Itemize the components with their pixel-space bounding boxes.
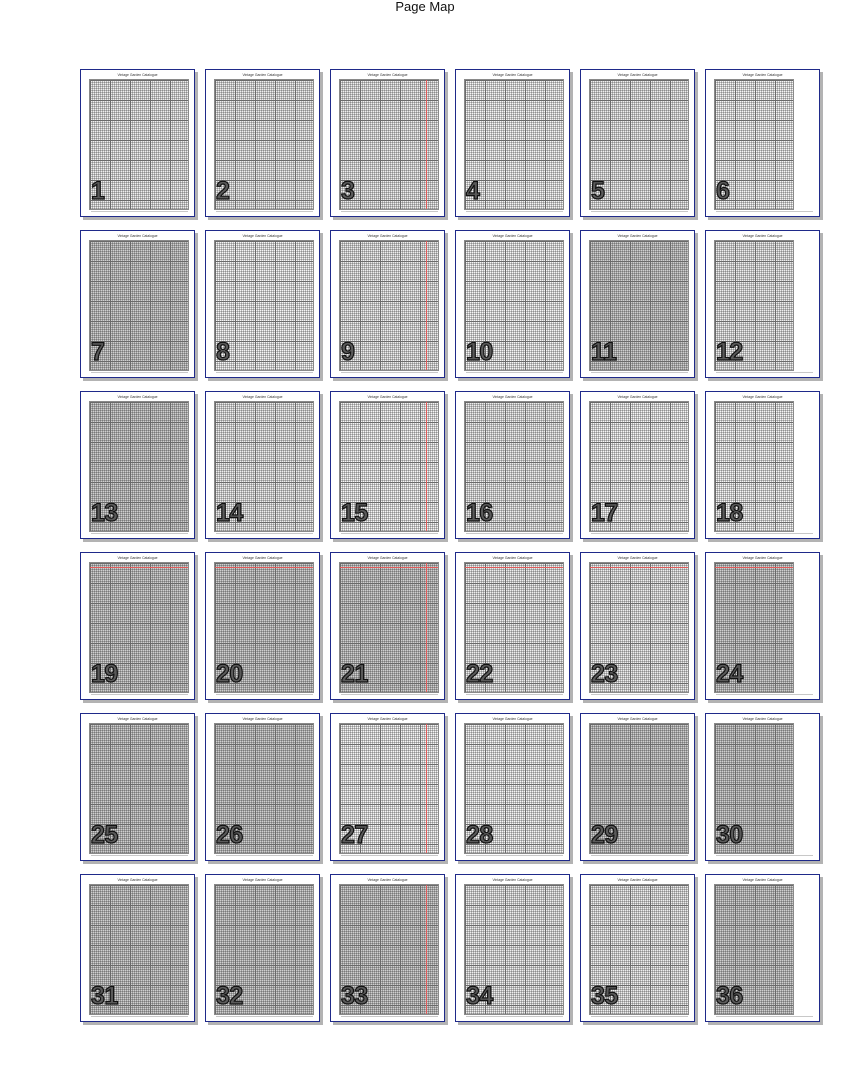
page-number-label: 17 <box>591 499 618 527</box>
thumbnail-footer <box>216 1016 313 1019</box>
thumbnail-footer <box>216 855 313 858</box>
thumbnail-header: Vintage Garden Catalogue <box>492 234 533 238</box>
page-number-label: 16 <box>466 499 493 527</box>
page-number-label: 31 <box>91 982 118 1010</box>
page-thumbnail[interactable] <box>80 874 195 1022</box>
page-number-label: 13 <box>91 499 118 527</box>
thumbnail-header: Vintage Garden Catalogue <box>117 717 158 721</box>
page-number-label: 3 <box>341 177 355 205</box>
thumbnail-header: Vintage Garden Catalogue <box>617 73 658 77</box>
page-number-label: 29 <box>591 821 618 849</box>
page-number-label: 36 <box>716 982 743 1010</box>
vertical-guide-line <box>426 241 427 370</box>
thumbnail-header: Vintage Garden Catalogue <box>242 717 283 721</box>
thumbnail-footer <box>341 211 438 214</box>
thumbnail-header: Vintage Garden Catalogue <box>617 556 658 560</box>
thumbnail-footer <box>91 1016 188 1019</box>
page-number-label: 2 <box>216 177 230 205</box>
page-thumbnail[interactable] <box>80 230 195 378</box>
page-thumbnail[interactable] <box>455 874 570 1022</box>
page-number-label: 10 <box>466 338 493 366</box>
thumbnail-footer <box>91 211 188 214</box>
thumbnail-footer <box>716 1016 813 1019</box>
page-number-label: 15 <box>341 499 368 527</box>
page-number-label: 30 <box>716 821 743 849</box>
thumbnail-header: Vintage Garden Catalogue <box>242 878 283 882</box>
page-thumbnail[interactable] <box>80 552 195 700</box>
thumbnail-footer <box>91 694 188 697</box>
page-number-label: 8 <box>216 338 230 366</box>
page-thumbnail[interactable] <box>705 230 820 378</box>
page-thumbnail[interactable] <box>330 391 445 539</box>
thumbnail-header: Vintage Garden Catalogue <box>117 395 158 399</box>
thumbnail-header: Vintage Garden Catalogue <box>117 556 158 560</box>
page-number-label: 26 <box>216 821 243 849</box>
thumbnail-footer <box>216 694 313 697</box>
page-thumbnail[interactable] <box>455 391 570 539</box>
vertical-guide-line <box>426 563 427 692</box>
thumbnail-footer <box>466 1016 563 1019</box>
thumbnail-footer <box>341 372 438 375</box>
page-thumbnail[interactable] <box>705 69 820 217</box>
thumbnail-footer <box>341 533 438 536</box>
page-thumbnail[interactable] <box>705 391 820 539</box>
page-thumbnail[interactable] <box>330 230 445 378</box>
thumbnail-header: Vintage Garden Catalogue <box>742 73 783 77</box>
page-thumbnail[interactable] <box>705 874 820 1022</box>
page-number-label: 33 <box>341 982 368 1010</box>
thumbnail-footer <box>591 1016 688 1019</box>
thumbnail-footer <box>216 533 313 536</box>
thumbnail-header: Vintage Garden Catalogue <box>367 556 408 560</box>
page-thumbnail[interactable] <box>205 552 320 700</box>
thumbnail-footer <box>466 533 563 536</box>
page-number-label: 22 <box>466 660 493 688</box>
page-number-label: 28 <box>466 821 493 849</box>
horizontal-guide-line <box>465 567 563 568</box>
thumbnail-header: Vintage Garden Catalogue <box>492 878 533 882</box>
thumbnail-header: Vintage Garden Catalogue <box>742 878 783 882</box>
thumbnail-header: Vintage Garden Catalogue <box>617 234 658 238</box>
page-thumbnail[interactable] <box>455 230 570 378</box>
thumbnail-footer <box>716 855 813 858</box>
thumbnail-header: Vintage Garden Catalogue <box>742 717 783 721</box>
page-number-label: 5 <box>591 177 605 205</box>
page-number-label: 32 <box>216 982 243 1010</box>
thumbnail-header: Vintage Garden Catalogue <box>242 556 283 560</box>
thumbnail-header: Vintage Garden Catalogue <box>492 73 533 77</box>
page-thumbnail[interactable] <box>580 552 695 700</box>
page-thumbnail[interactable] <box>580 69 695 217</box>
page-thumbnail[interactable] <box>330 713 445 861</box>
page-thumbnail[interactable] <box>705 552 820 700</box>
thumbnail-footer <box>341 694 438 697</box>
horizontal-guide-line <box>215 567 313 568</box>
horizontal-guide-line <box>90 567 188 568</box>
thumbnail-footer <box>716 533 813 536</box>
thumbnail-header: Vintage Garden Catalogue <box>242 73 283 77</box>
page-thumbnail[interactable] <box>580 713 695 861</box>
thumbnail-header: Vintage Garden Catalogue <box>742 234 783 238</box>
page-number-label: 14 <box>216 499 243 527</box>
page-thumbnail[interactable] <box>205 230 320 378</box>
page-number-label: 18 <box>716 499 743 527</box>
thumbnail-header: Vintage Garden Catalogue <box>117 878 158 882</box>
thumbnail-footer <box>591 372 688 375</box>
thumbnail-footer <box>716 211 813 214</box>
thumbnail-footer <box>216 211 313 214</box>
thumbnail-header: Vintage Garden Catalogue <box>492 395 533 399</box>
thumbnail-header: Vintage Garden Catalogue <box>367 73 408 77</box>
page-thumbnail[interactable] <box>205 713 320 861</box>
thumbnail-footer <box>216 372 313 375</box>
page-number-label: 11 <box>591 338 617 366</box>
thumbnail-footer <box>466 211 563 214</box>
thumbnail-footer <box>91 855 188 858</box>
thumbnail-footer <box>591 533 688 536</box>
thumbnail-header: Vintage Garden Catalogue <box>367 395 408 399</box>
thumbnail-footer <box>591 855 688 858</box>
thumbnail-footer <box>466 694 563 697</box>
thumbnail-header: Vintage Garden Catalogue <box>367 717 408 721</box>
thumbnail-footer <box>591 694 688 697</box>
page-thumbnail[interactable] <box>205 874 320 1022</box>
page-thumbnail[interactable] <box>80 713 195 861</box>
page-thumbnail[interactable] <box>205 69 320 217</box>
page-number-label: 7 <box>91 338 105 366</box>
thumbnail-header: Vintage Garden Catalogue <box>617 717 658 721</box>
thumbnail-footer <box>341 855 438 858</box>
thumbnail-footer <box>716 372 813 375</box>
page-thumbnail[interactable] <box>580 230 695 378</box>
page-number-label: 24 <box>716 660 743 688</box>
thumbnail-footer <box>591 211 688 214</box>
horizontal-guide-line <box>590 567 688 568</box>
page-thumbnail[interactable] <box>580 874 695 1022</box>
thumbnail-header: Vintage Garden Catalogue <box>367 234 408 238</box>
thumbnail-footer <box>716 694 813 697</box>
thumbnail-header: Vintage Garden Catalogue <box>492 556 533 560</box>
page-number-label: 6 <box>716 177 730 205</box>
page-thumbnail[interactable] <box>80 391 195 539</box>
thumbnail-header: Vintage Garden Catalogue <box>617 878 658 882</box>
page-number-label: 35 <box>591 982 618 1010</box>
page-thumbnail[interactable] <box>455 552 570 700</box>
page-number-label: 9 <box>341 338 355 366</box>
page-thumbnail[interactable] <box>455 713 570 861</box>
page-number-label: 25 <box>91 821 118 849</box>
thumbnail-header: Vintage Garden Catalogue <box>117 234 158 238</box>
vertical-guide-line <box>426 80 427 209</box>
page-number-label: 4 <box>466 177 480 205</box>
thumbnail-header: Vintage Garden Catalogue <box>617 395 658 399</box>
thumbnail-header: Vintage Garden Catalogue <box>367 878 408 882</box>
thumbnail-footer <box>466 855 563 858</box>
page-number-label: 19 <box>91 660 118 688</box>
thumbnail-footer <box>91 533 188 536</box>
page-number-label: 12 <box>716 338 743 366</box>
thumbnail-footer <box>341 1016 438 1019</box>
thumbnail-header: Vintage Garden Catalogue <box>117 73 158 77</box>
page-thumbnail[interactable] <box>205 391 320 539</box>
page-thumbnail[interactable] <box>330 874 445 1022</box>
horizontal-guide-line <box>715 567 793 568</box>
vertical-guide-line <box>426 402 427 531</box>
page-number-label: 21 <box>341 660 368 688</box>
horizontal-guide-line <box>340 567 438 568</box>
vertical-guide-line <box>426 885 427 1014</box>
page-thumbnail[interactable] <box>330 69 445 217</box>
page-thumbnail-grid <box>80 69 820 1022</box>
thumbnail-header: Vintage Garden Catalogue <box>242 395 283 399</box>
page-number-label: 34 <box>466 982 493 1010</box>
page-number-label: 27 <box>341 821 368 849</box>
page-thumbnail[interactable] <box>455 69 570 217</box>
page-number-label: 20 <box>216 660 243 688</box>
thumbnail-header: Vintage Garden Catalogue <box>742 395 783 399</box>
thumbnail-footer <box>91 372 188 375</box>
vertical-guide-line <box>426 724 427 853</box>
thumbnail-header: Vintage Garden Catalogue <box>742 556 783 560</box>
thumbnail-footer <box>466 372 563 375</box>
page-thumbnail[interactable] <box>705 713 820 861</box>
page-title: Page Map <box>395 0 455 14</box>
page-number-label: 23 <box>591 660 618 688</box>
page-thumbnail[interactable] <box>80 69 195 217</box>
page-thumbnail[interactable] <box>580 391 695 539</box>
thumbnail-header: Vintage Garden Catalogue <box>492 717 533 721</box>
thumbnail-header: Vintage Garden Catalogue <box>242 234 283 238</box>
page-thumbnail[interactable] <box>330 552 445 700</box>
page-number-label: 1 <box>91 177 105 205</box>
